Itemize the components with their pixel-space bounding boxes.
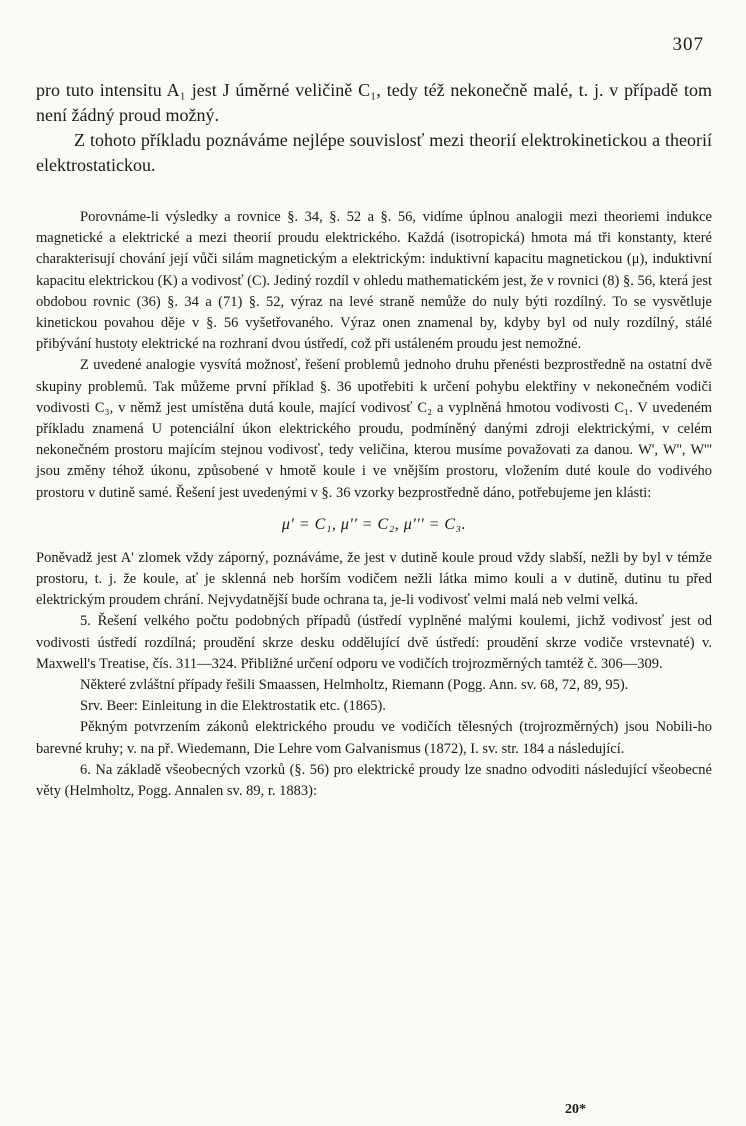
paragraph-transfer: Z uvedené analogie vysvítá možnosť, řešení problemů jednoho druhu přenésti bezprostředně na ostatní dvě skupiny problemů. Tak můžeme první příklad §. 36 upotřebiti k určení pohybu elektřiny v nekonečném vodiči vodivosti C₃, v němž jest umístěna dutá koule, mající vodivosť C₂ a vyplněná hmotou vodivosti C₁. V uvedeném příkladu znamená U potenciální úkon elektrického proudu, podmíněný danými zdroji elektrickými, v celém nekonečném prostoru majícím stejnou vodivosť, tedy veličina, kterou musíme považovati za danou. W', W'', W''' jsou změny téhož úkonu, způsobené v hmotě koule i ve vnějším prostoru, vložením duté koule do vodivého prostoru v dutině samé. Řešení jest uvedenými v §. 36 vzorky bezprostředně dáno, potřebujeme jen klásti: [36,357,712,501]
paragraph-nobili: Pěkným potvrzením zákonů elektrického proudu ve vodičích tělesných (trojrozměrných) jsou Nobili-ho barevné kruhy; v. na př. Wiedemann, Die Lehre vom Galvanismus (1872), I. sv. str. 184 a následující. [36,719,712,757]
section-spacer [36,177,712,207]
paragraph-reference-beer: Srv. Beer: Einleitung in die Elektrostatik etc. (1865). [80,698,386,715]
paragraph-note-6: 6. Na základě všeobecných vzorků (§. 56) pro elektrické proudy lze snadno odvoditi následující všeobecné věty (Helmholtz, Pogg. Annalen sv. 89, r. 1883): [36,761,712,800]
paragraph-note-5: 5. Řešení velkého počtu podobných případů (ústředí vyplněné malými koulemi, jichž vodivosť jest od vodivosti ústředí rozdílná; proudění skrze desku oddělující dvě ústředí: proudění skrze vodiče vrstevnaté) v. Maxwell's Treatise, čís. 311—324. Přibližné určení odporu ve vodičích trojrozměrných tamtéž č. 306—309. [36,613,712,672]
paragraph-intro: pro tuto intensitu A₁ jest J úměrné veličině C₁, tedy též nekonečně malé, t. j. v případě tom není žádný proud možný. [36,80,712,125]
page-number: 307 [672,34,704,55]
signature-mark: 20* [565,1102,586,1117]
paragraph-special-cases: Některé zvláštní případy řešili Smaassen, Helmholtz, Riemann (Pogg. Ann. sv. 68, 72, 89, 95). [80,677,629,694]
paragraph-sphere-shield: Poněvadž jest A' zlomek vždy záporný, poznáváme, že jest v dutině koule proud vždy slabší, nežli by byl v témže prostoru, t. j. že koule, ať je sklenná neb horším vodičem nežli látka mimo kouli a v dutině, dutinu tu před elektrickým proudem chrání. Nejvydatnější bude ochrana ta, je-li vodivosť velmi malá neb velmi velká. [36,549,712,609]
page-body [36,78,712,802]
paragraph-connection: Z tohoto příkladu poznáváme nejlépe souvislosť mezi theorií elektrokinetickou a theorií elektrostatickou. [36,130,712,175]
equation-mu: μ' = C₁, μ'' = C₂, μ''' = C₃. [281,515,467,533]
paragraph-analogy: Porovnáme-li výsledky a rovnice §. 34, §. 52 a §. 56, vidíme úplnou analogii mezi theoriemi indukce magnetické a elektrické a mezi theorií proudu elektrického. Každá (isotropická) hmota má tři konstanty, které charakterisují chování její vůči silám magnetickým a elektrickým: induktivní kapacitu magnetickou (μ), induktivní kapacitu elektrickou (K) a vodivosť (C). Jediný rozdíl v ohledu mathematickém jest, že v rovnici (8) §. 56, která jest obdobou rovnic (36) §. 34 a (71) §. 52, výraz na levé straně nemůže do nuly býti rozdílný. To se vysvětluje kinetickou povahou děje v §. 56 vyšetřovaného. Výraz onen znamenal by, kdyby byl od nuly rozdílný, stálé přibývání hustoty elektrické na rozhraní dvou ústředí, což při ustáleném proudu jest nemožné. [36,209,712,353]
